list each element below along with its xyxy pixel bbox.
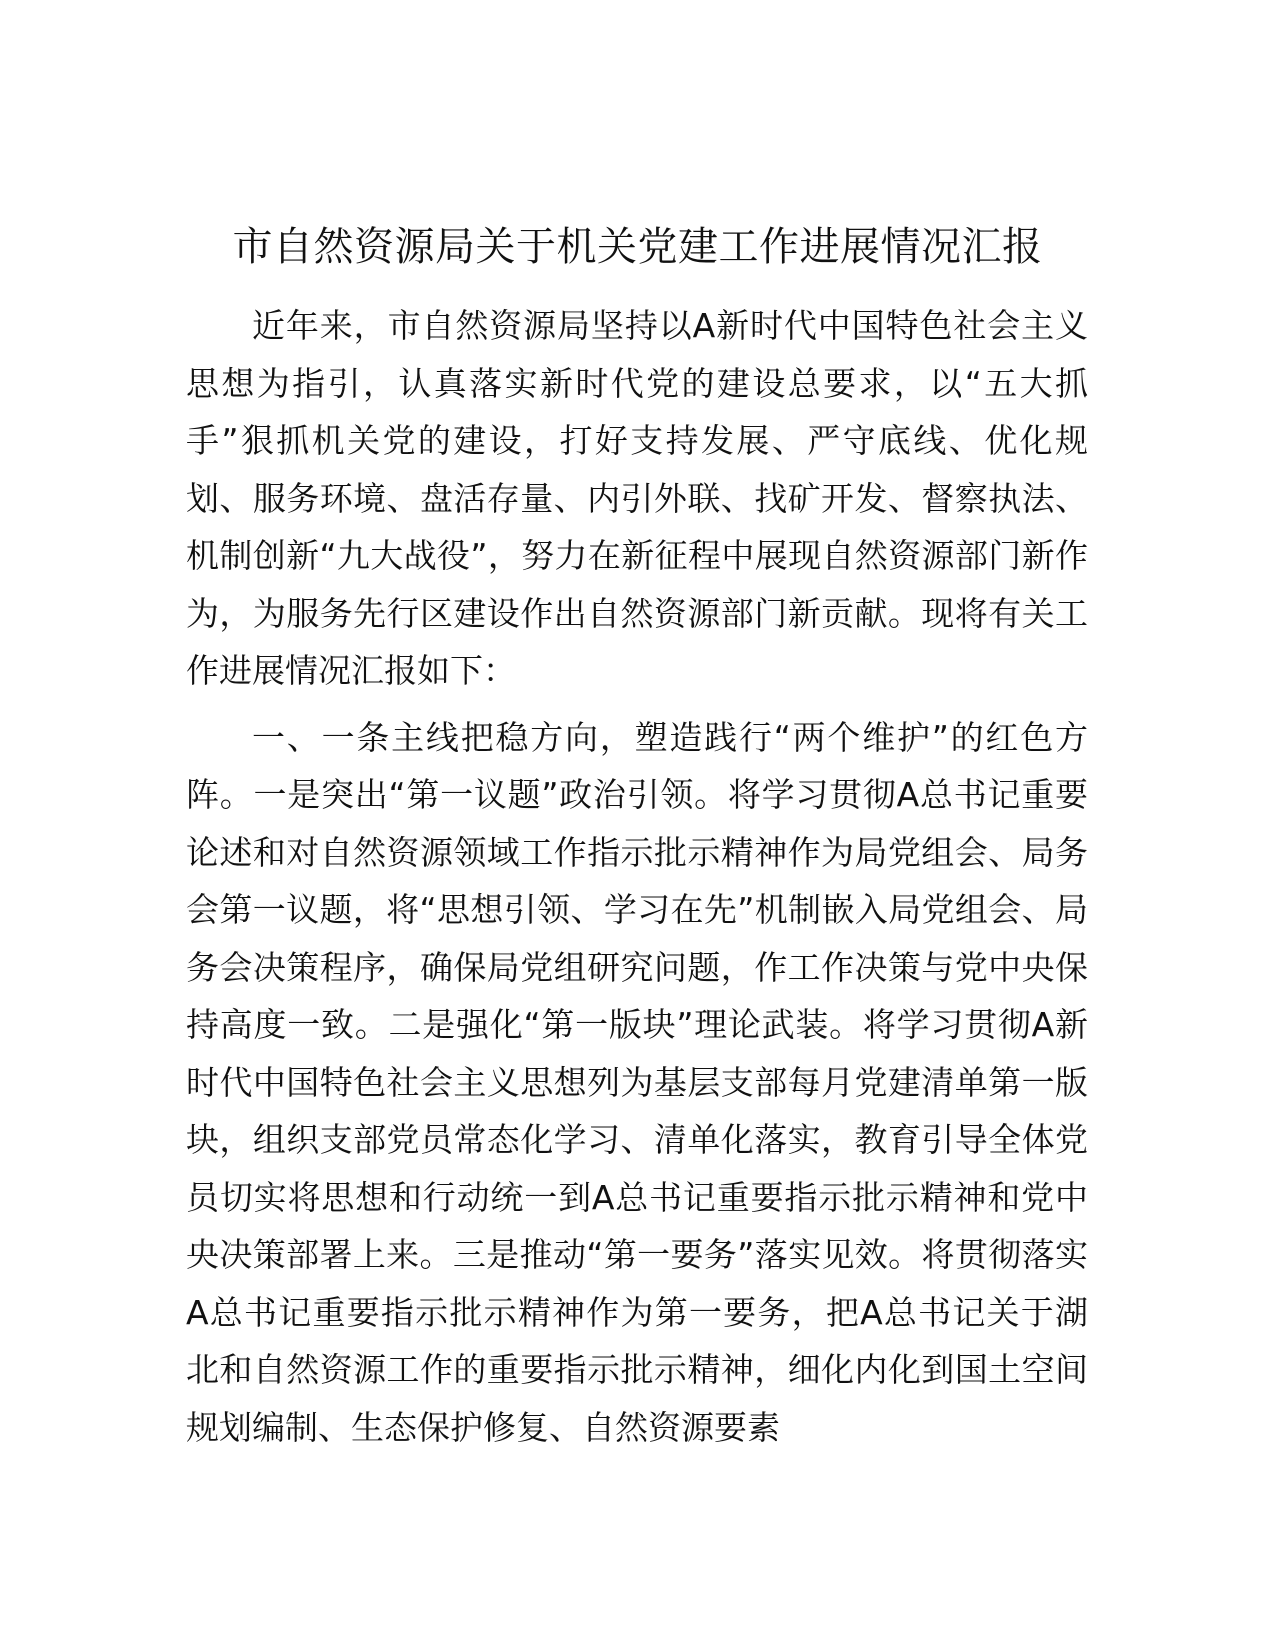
document-body [186, 297, 1088, 1456]
document-title: 市自然资源局关于机关党建工作进展情况汇报 [232, 224, 1043, 270]
intro-paragraph: 近年来，市自然资源局坚持以A新时代中国特色社会主义思想为指引，认真落实新时代党的建设总要求，以“五大抓手”狠抓机关党的建设，打好支持发展、严守底线、优化规划、服务环境、盘活存量、内引外联、找矿开发、督察执法、机制创新“九大战役”，努力在新征程中展现自然资源部门新作为，为服务先行区建设作出自然资源部门新贡献。现将有关工作进展情况汇报如下： [186, 306, 1088, 690]
section-one-paragraph: 一、一条主线把稳方向，塑造践行“两个维护”的红色方阵。一是突出“第一议题”政治引领。将学习贯彻A总书记重要论述和对自然资源领域工作指示批示精神作为局党组会、局务会第一议题，将“思想引领、学习在先”机制嵌入局党组会、局务会决策程序，确保局党组研究问题，作工作决策与党中央保持高度一致。二是强化“第一版块”理论武装。将学习贯彻A新时代中国特色社会主义思想列为基层支部每月党建清单第一版块，组织支部党员常态化学习、清单化落实，教育引导全体党员切实将思想和行动统一到A总书记重要指示批示精神和党中央决策部署上来。三是推动“第一要务”落实见效。将贯彻落实A总书记重要指示批示精神作为第一要务，把A总书记关于湖北和自然资源工作的重要指示批示精神，细化内化到国土空间规划编制、生态保护修复、自然资源要素 [186, 717, 1088, 1447]
